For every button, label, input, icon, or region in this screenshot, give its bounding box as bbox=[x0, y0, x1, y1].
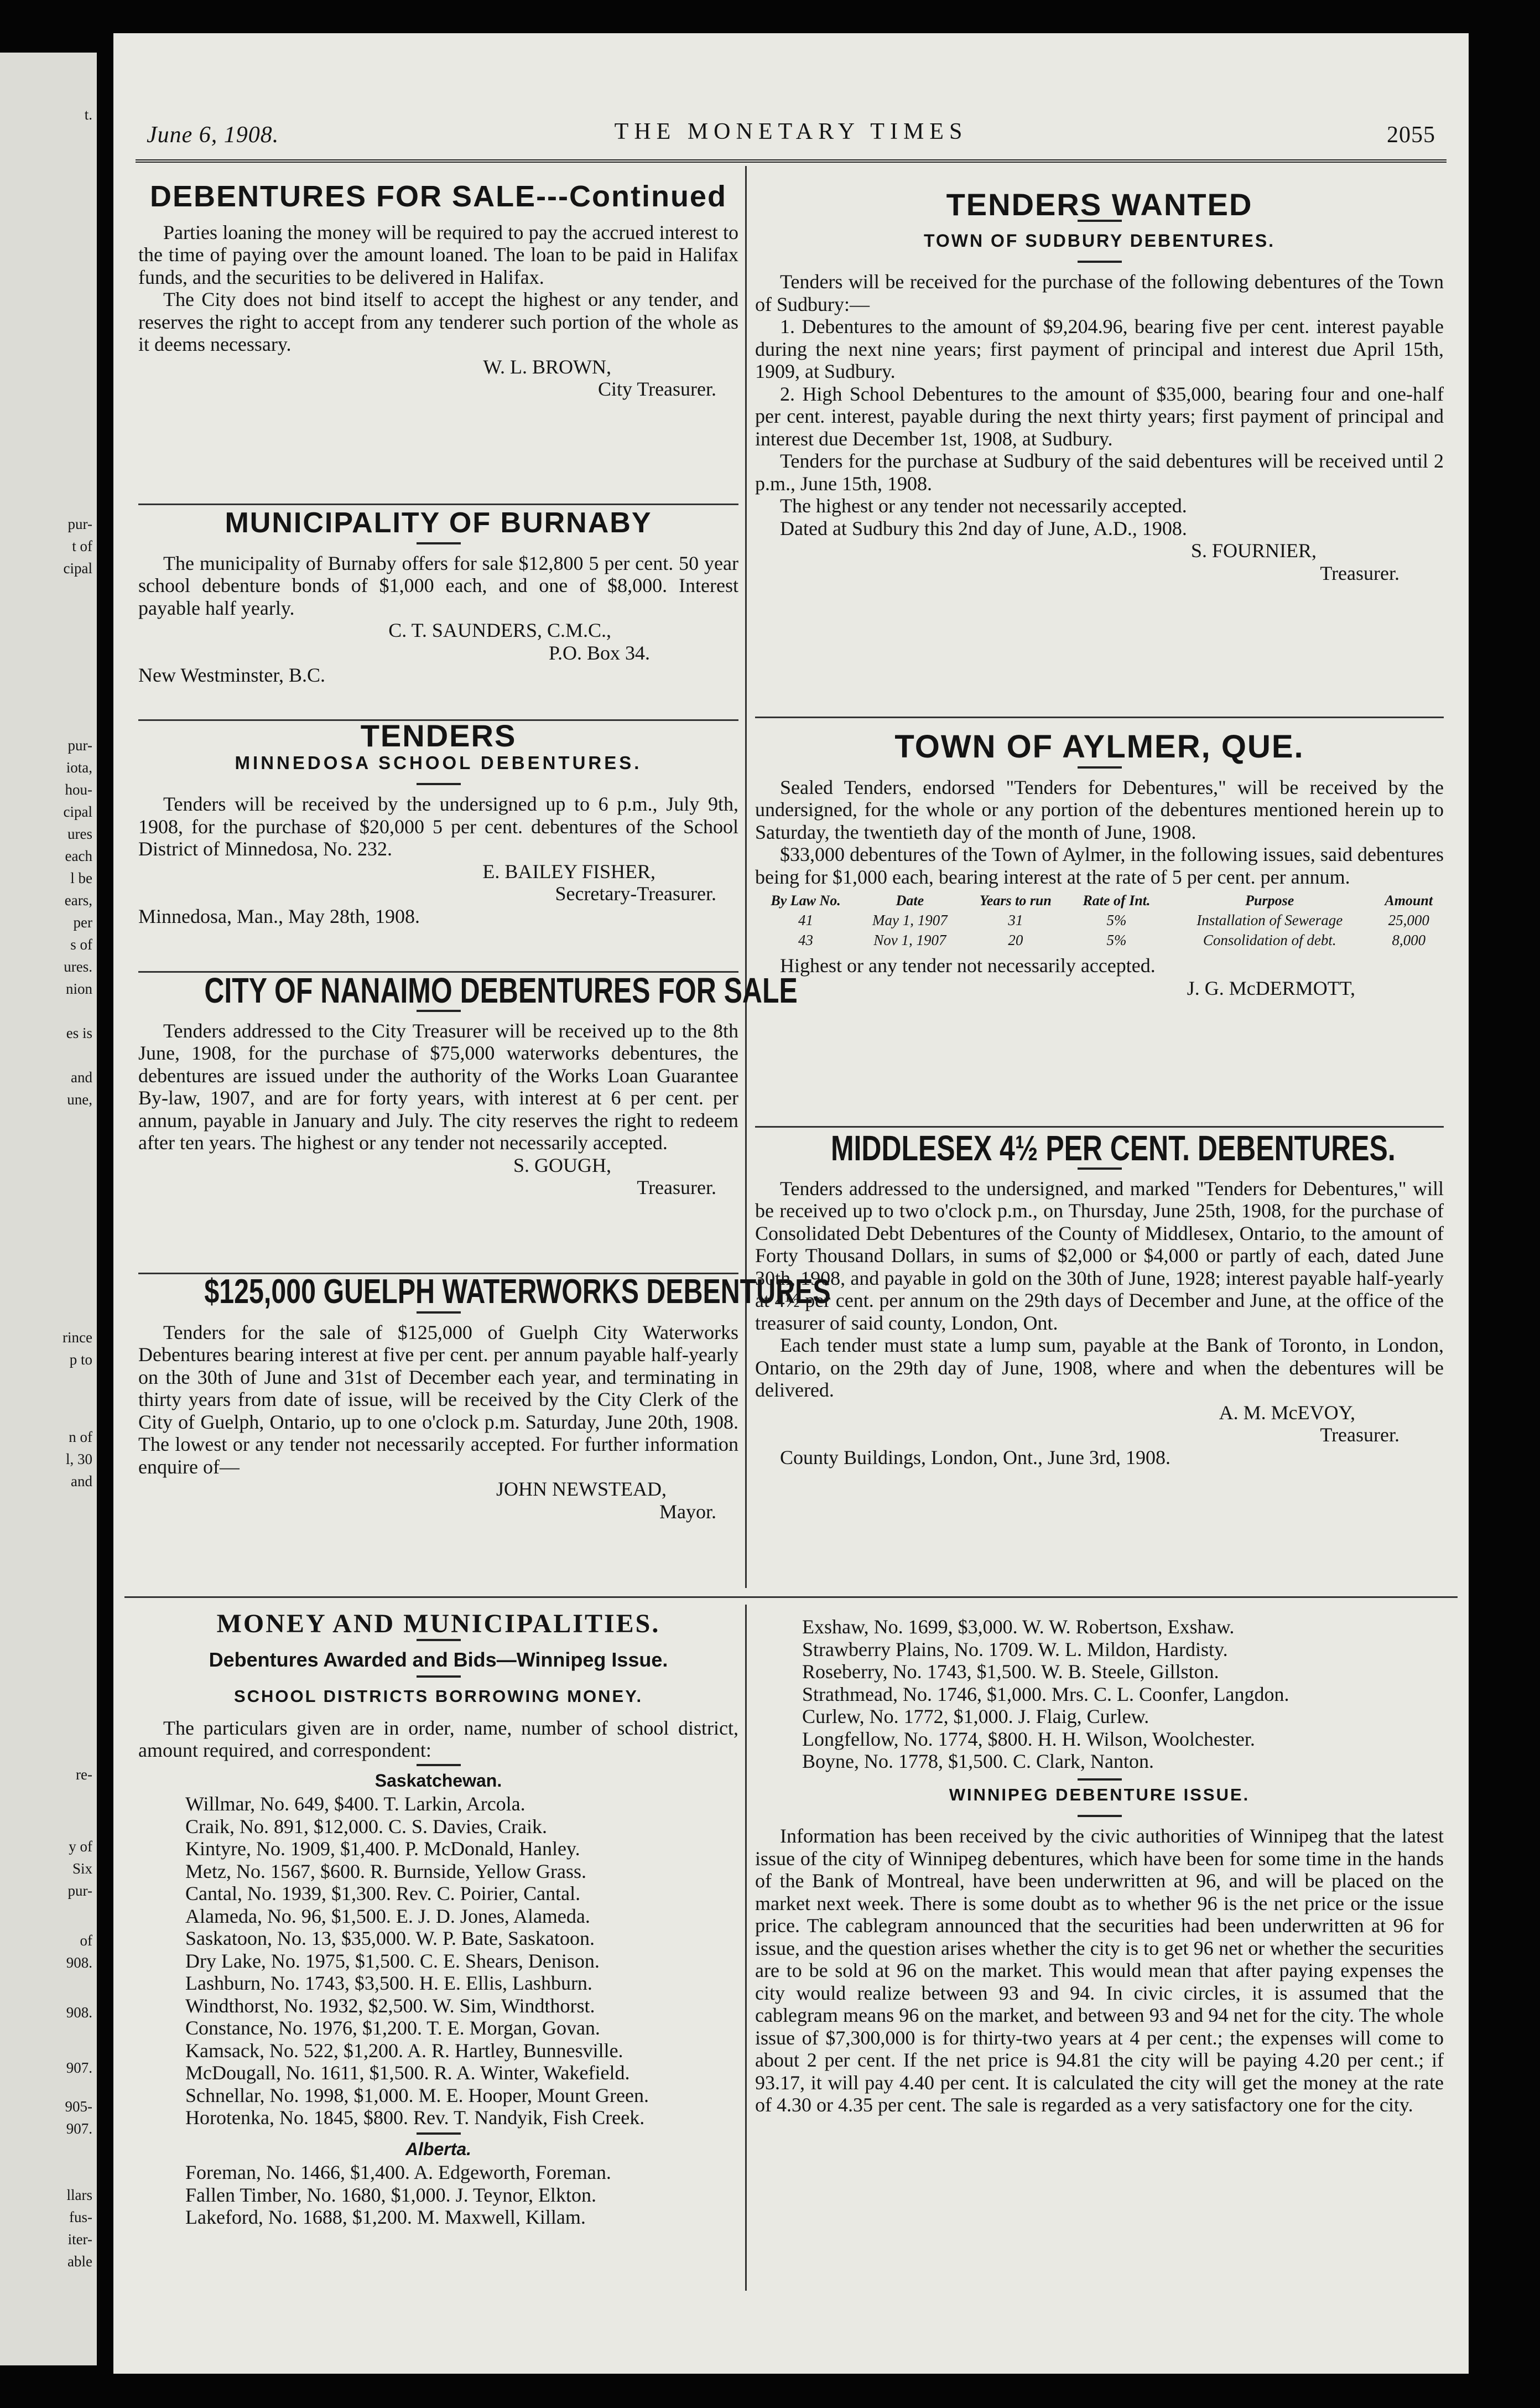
list-item: Schnellar, No. 1998, $1,000. M. E. Hooper, Mount Green. bbox=[185, 2084, 649, 2106]
ad-middlesex bbox=[755, 1128, 1444, 1468]
adjacent-page-fragment: 908. bbox=[66, 2004, 92, 2021]
ad-title: TENDERS bbox=[360, 718, 517, 753]
adjacent-page-fragment: une, bbox=[67, 1091, 92, 1108]
ad-paragraph: Tenders for the purchase at Sudbury of the said debentures will be received until 2 p.m., June 15th, 1908. bbox=[755, 450, 1444, 495]
ad-place: New Westminster, B.C. bbox=[138, 664, 325, 686]
section-title: MONEY AND MUNICIPALITIES. bbox=[216, 1609, 660, 1638]
list-item: Kamsack, No. 522, $1,200. A. R. Hartley, Bunnesville. bbox=[185, 2039, 623, 2062]
table-cell: 5% bbox=[1106, 912, 1127, 928]
adjacent-page-fragment: rince bbox=[63, 1329, 92, 1346]
adjacent-page-fragment: 908. bbox=[66, 1954, 92, 1971]
adjacent-page-fragment: llars bbox=[66, 2187, 92, 2203]
ad-separator bbox=[755, 1126, 1444, 1128]
list-item: Roseberry, No. 1743, $1,500. W. B. Steele, Gillston. bbox=[802, 1660, 1219, 1683]
adjacent-page-fragment: l be bbox=[70, 870, 92, 886]
ad-title: $125,000 GUELPH WATERWORKS DEBENTURES bbox=[204, 1273, 831, 1311]
ad-item: 1. Debentures to the amount of $9,204.96, bearing five per cent. interest payable during the next nine years; first payment of principal and interest due April 15th, 1909, at Sudbury. bbox=[755, 315, 1444, 382]
ad-aylmer bbox=[755, 729, 1444, 999]
table-cell: 41 bbox=[798, 912, 814, 928]
signatory-name: S. GOUGH, bbox=[513, 1154, 611, 1176]
signatory-title: Mayor. bbox=[659, 1500, 716, 1523]
adjacent-page-fragment: cipal bbox=[63, 803, 92, 820]
list-item: Horotenka, No. 1845, $800. Rev. T. Nandyik, Fish Creek. bbox=[185, 2106, 645, 2129]
ad-debentures-continued bbox=[138, 180, 738, 401]
adjacent-page-fragment: t of bbox=[72, 538, 92, 554]
table-header: Rate of Int. bbox=[1083, 892, 1151, 909]
signatory-name: J. G. McDERMOTT, bbox=[1187, 977, 1355, 999]
adjacent-page-fragment: p to bbox=[69, 1351, 92, 1368]
adjacent-page-fragment: pur- bbox=[67, 1882, 92, 1899]
table-cell: Nov 1, 1907 bbox=[873, 932, 946, 948]
list-item: McDougall, No. 1611, $1,500. R. A. Winter, Wakefield. bbox=[185, 2062, 630, 2084]
adjacent-page-fragment: pur- bbox=[67, 737, 92, 754]
signatory-title: Secretary-Treasurer. bbox=[555, 883, 716, 905]
table-header: Years to run bbox=[979, 892, 1052, 909]
list-item: Lashburn, No. 1743, $3,500. H. E. Ellis, Lashburn. bbox=[185, 1972, 592, 1994]
ad-paragraph: Tenders will be received by the undersigned up to 6 p.m., July 9th, 1908, for the purchase of $20,000 5 per cent. debentures of the School District of Minnedosa, No. 232. bbox=[138, 793, 738, 860]
ad-sudbury bbox=[755, 187, 1444, 584]
table-header-row bbox=[755, 891, 1444, 910]
list-item: Strawberry Plains, No. 1709. W. L. Mildon, Hardisty. bbox=[802, 1638, 1228, 1660]
adjacent-page-fragment: ures bbox=[67, 826, 92, 842]
table-row bbox=[755, 910, 1444, 930]
column-divider-lower bbox=[745, 1605, 747, 2291]
table-cell: 20 bbox=[1008, 932, 1023, 948]
list-item: Alameda, No. 96, $1,500. E. J. D. Jones, Alameda. bbox=[185, 1904, 590, 1927]
adjacent-page-fragment: es is bbox=[66, 1025, 92, 1041]
adjacent-page-fragment: s of bbox=[70, 936, 92, 953]
ad-subtitle: TOWN OF SUDBURY DEBENTURES. bbox=[923, 230, 1276, 251]
adjacent-page-fragment: pur- bbox=[67, 516, 92, 532]
adjacent-page-fragment: Six bbox=[72, 1860, 92, 1877]
table-header: Purpose bbox=[1245, 892, 1294, 909]
ad-paragraph: Tenders for the sale of $125,000 of Guelph City Waterworks Debentures bearing interest at five per cent. per annum payable half-yearly on the 30th of June and 31st of December each year, and terminating in thirty years from date of issue, will be received by the City Clerk of the City of Guelph, Ontario, up to one o'clock p.m. Saturday, June 20th, 1908. The lowest or any tender not necessarily accepted. For further information enquire of— bbox=[138, 1321, 738, 1478]
adjacent-page-fragment: re- bbox=[76, 1766, 92, 1783]
title-rule bbox=[417, 1764, 461, 1766]
signatory-name: A. M. McEVOY, bbox=[1219, 1401, 1355, 1424]
signatory-title: Treasurer. bbox=[1320, 562, 1399, 584]
adjacent-page-fragment: n of bbox=[69, 1429, 92, 1445]
table-cell: Installation of Sewerage bbox=[1196, 912, 1343, 928]
table-cell: 5% bbox=[1106, 932, 1127, 948]
adjacent-page-fragment: 905- bbox=[65, 2098, 92, 2115]
title-rule bbox=[1078, 1815, 1122, 1817]
list-item: Craik, No. 891, $12,000. C. S. Davies, Craik. bbox=[185, 1815, 547, 1838]
school-districts-list-continued bbox=[755, 1616, 1444, 1773]
ad-paragraph: Parties loaning the money will be required to pay the accrued interest to the time of paying over the amount loaned. The loan to be paid in Halifax funds, and the securities to be delivered in Halifax. bbox=[138, 221, 738, 288]
ad-burnaby bbox=[138, 507, 738, 687]
list-item: Curlew, No. 1772, $1,000. J. Flaig, Curlew. bbox=[802, 1705, 1149, 1727]
ad-paragraph: Each tender must state a lump sum, payable at the Bank of Toronto, in London, Ontario, on the 29th day of June, 1908, where and when the debentures will be delivered. bbox=[755, 1334, 1444, 1401]
list-item: Fallen Timber, No. 1680, $1,000. J. Teynor, Elkton. bbox=[185, 2183, 596, 2206]
adjacent-page-fragment: and bbox=[71, 1069, 92, 1086]
adjacent-page-fragment: hou- bbox=[65, 781, 92, 798]
section-heading: SCHOOL DISTRICTS BORROWING MONEY. bbox=[233, 1686, 643, 1706]
ad-title: MIDDLESEX 4½ PER CENT. DEBENTURES. bbox=[830, 1128, 1396, 1168]
adjacent-page-fragment: ures. bbox=[64, 958, 92, 975]
section-heading: WINNIPEG DEBENTURE ISSUE. bbox=[949, 1784, 1250, 1804]
article-paragraph: Information has been received by the civic authorities of Winnipeg that the latest issue of the city of Winnipeg debentures, which have been for some time in the hands of the Bank of Montreal, have been underwritten at 96, and will be placed on the market next week. There is some doubt as to whether 96 is the net price or the issue price. The cablegram announced that the securities had been underwritten at 96 for issue, and the question arises whether the city is to get 96 net or whether the securities are to be sold at 96 on the market. This would mean that after paying expenses the city would realize between 93 and 94. In civic circles, it is assumed that the cablegram means 96 on the market, and between 93 and 94 net for the city. The whole issue of $7,300,000 is for thirty-two years at 4 per cent.; the expenses will come to about 2 per cent. If the net price is 94.81 the city will be paying 4.20 per cent.; if 93.17, it will pay 4.40 per cent. It is calculated the city will get the money at the rate of 4.30 or 4.35 per cent. The sale is regarded as a very satisfactory one for the city. bbox=[755, 1825, 1444, 2116]
province-heading: Alberta. bbox=[405, 2139, 472, 2159]
adjacent-page-fragment: and bbox=[71, 1473, 92, 1490]
ad-paragraph: Tenders addressed to the City Treasurer will be received up to the 8th June, 1908, for the purchase of $75,000 waterworks debentures, the debentures are issued under the authority of the Works Loan Guarantee By-law, 1907, and are for forty years, with interest at 6 per cent. per annum, payable in January and July. The city reserves the right to redeem after ten years. The highest or any tender not necessarily accepted. bbox=[138, 1019, 738, 1154]
signatory-title: Treasurer. bbox=[637, 1176, 716, 1198]
adjacent-page-fragment: l, 30 bbox=[65, 1451, 92, 1467]
adjacent-page-fragment: able bbox=[67, 2253, 92, 2270]
ad-paragraph: The City does not bind itself to accept the highest or any tender, and reserves the right to accept from any tenderer such portion of the whole as it deems necessary. bbox=[138, 288, 738, 355]
list-item: Lakeford, No. 1688, $1,200. M. Maxwell, Killam. bbox=[185, 2206, 586, 2228]
ad-nanaimo bbox=[138, 971, 798, 1199]
table-header: Date bbox=[896, 892, 924, 909]
ad-place: Minnedosa, Man., May 28th, 1908. bbox=[138, 905, 420, 927]
ad-title: TENDERS WANTED bbox=[946, 187, 1253, 222]
page-header bbox=[147, 116, 1435, 155]
table-cell: 25,000 bbox=[1388, 912, 1429, 928]
signatory-name: E. BAILEY FISHER, bbox=[482, 860, 655, 883]
list-item: Dry Lake, No. 1975, $1,500. C. E. Shears, Denison. bbox=[185, 1949, 600, 1972]
column-divider bbox=[745, 166, 747, 1588]
list-item: Boyne, No. 1778, $1,500. C. Clark, Nanton. bbox=[802, 1750, 1154, 1772]
title-rule bbox=[417, 1639, 461, 1641]
list-item: Cantal, No. 1939, $1,300. Rev. C. Poirier, Cantal. bbox=[185, 1882, 581, 1904]
adjacent-page-fragment: 907. bbox=[66, 2120, 92, 2137]
ad-paragraph: Tenders addressed to the undersigned, and marked "Tenders for Debentures," will be received up to two o'clock p.m., on Thursday, June 25th, 1908, for the purchase of Consolidated Debt Debentures of the County of Middlesex, Ontario, to the amount of Forty Thousand Dollars, in sums of $2,000 or $4,000 or partly of each, dated June 30th, 1908, and payable in gold on the 30th of June, 1928; interest payable half-yearly at 4½ per cent. per annum on the 29th days of December and June, at the office of the treasurer of said county, London, Ont. bbox=[755, 1177, 1444, 1334]
table-cell: 43 bbox=[798, 932, 814, 948]
title-rule bbox=[1078, 766, 1122, 769]
ad-guelph bbox=[138, 1273, 831, 1523]
province-heading: Saskatchewan. bbox=[374, 1770, 502, 1791]
list-item: Windthorst, No. 1932, $2,500. W. Sim, Windthorst. bbox=[185, 1994, 595, 2017]
title-rule bbox=[417, 783, 461, 785]
ad-separator bbox=[138, 504, 738, 505]
ad-paragraph: Sealed Tenders, endorsed "Tenders for Debentures," will be received by the undersigned, for the whole or any portion of the debentures mentioned herein up to Saturday, the twentieth day of the month of June, 1908. bbox=[755, 776, 1444, 843]
adjacent-page-fragment: of bbox=[80, 1932, 92, 1949]
table-cell: 8,000 bbox=[1392, 932, 1426, 948]
signatory-title: City Treasurer. bbox=[597, 378, 716, 400]
list-item: Constance, No. 1976, $1,200. T. E. Morgan, Govan. bbox=[185, 2017, 600, 2039]
adjacent-page-fragment: per bbox=[73, 914, 92, 931]
list-item: Saskatoon, No. 13, $35,000. W. P. Bate, Saskatoon. bbox=[185, 1927, 595, 1949]
ad-paragraph: The highest or any tender not necessarily accepted. bbox=[780, 495, 1187, 517]
ad-title: MUNICIPALITY OF BURNABY bbox=[225, 507, 652, 539]
ad-paragraph: The municipality of Burnaby offers for sale $12,800 5 per cent. 50 year school debenture bonds of $1,000 each, and one of $8,000. Interest payable half yearly. bbox=[138, 552, 738, 619]
signatory-name: W. L. BROWN, bbox=[483, 355, 611, 378]
alberta-list bbox=[138, 2161, 738, 2229]
signatory-title: Treasurer. bbox=[1320, 1424, 1399, 1446]
header-rule bbox=[136, 159, 1447, 163]
list-item: Exshaw, No. 1699, $3,000. W. W. Robertson, Exshaw. bbox=[802, 1616, 1235, 1638]
table-row bbox=[755, 930, 1444, 950]
ad-item: 2. High School Debentures to the amount of $35,000, bearing four and one-half per cent. interest, payable during the next thirty years; first payment of principal and interest due December 1st, 1908, at Sudbury. bbox=[755, 382, 1444, 450]
adjacent-page-fragment: iter- bbox=[67, 2231, 92, 2248]
adjacent-page-fragment: 907. bbox=[66, 2059, 92, 2076]
title-rule bbox=[417, 542, 461, 544]
money-section bbox=[138, 1609, 738, 2229]
title-rule bbox=[417, 2132, 461, 2135]
table-header: Amount bbox=[1385, 892, 1433, 909]
school-districts-continued bbox=[755, 1616, 1444, 2116]
adjacent-page-fragment: each bbox=[65, 848, 92, 864]
adjacent-page-fragment: cipal bbox=[63, 560, 92, 577]
adjacent-page-fragment: iota, bbox=[66, 759, 92, 776]
table-header: By Law No. bbox=[771, 892, 841, 909]
adjacent-page-fragment: t. bbox=[84, 106, 92, 123]
signatory-name: C. T. SAUNDERS, C.M.C., bbox=[388, 619, 611, 641]
ad-title: DEBENTURES FOR SALE---Continued bbox=[150, 180, 727, 213]
adjacent-page-fragment: y of bbox=[69, 1838, 92, 1855]
ad-minnedosa bbox=[138, 718, 738, 927]
page-number: 2055 bbox=[1387, 122, 1435, 148]
ad-title: TOWN OF AYLMER, QUE. bbox=[894, 729, 1304, 765]
list-item: Metz, No. 1567, $600. R. Burnside, Yellow Grass. bbox=[185, 1860, 586, 1882]
adjacent-page-fragment: ears, bbox=[64, 892, 92, 909]
ad-paragraph: Tenders will be received for the purchase of the following debentures of the Town of Sudbury:— bbox=[755, 271, 1444, 315]
adjacent-page-fragment: fus- bbox=[69, 2209, 92, 2225]
bylaw-table bbox=[755, 891, 1444, 950]
saskatchewan-list bbox=[138, 1793, 738, 2129]
newspaper-page bbox=[113, 33, 1469, 2374]
list-item: Foreman, No. 1466, $1,400. A. Edgeworth, Foreman. bbox=[185, 2161, 611, 2183]
section-subtitle: Debentures Awarded and Bids—Winnipeg Issue. bbox=[209, 1648, 668, 1671]
signatory-name: S. FOURNIER, bbox=[1190, 539, 1317, 562]
list-item: Longfellow, No. 1774, $800. H. H. Wilson, Woolchester. bbox=[802, 1727, 1255, 1750]
list-item: Strathmead, No. 1746, $1,000. Mrs. C. L. Coonfer, Langdon. bbox=[802, 1683, 1289, 1705]
section-separator bbox=[124, 1596, 1458, 1598]
ad-paragraph: Dated at Sudbury this 2nd day of June, A.D., 1908. bbox=[780, 517, 1187, 539]
table-cell: May 1, 1907 bbox=[872, 912, 948, 928]
title-rule bbox=[1078, 261, 1122, 263]
adjacent-page-fragment: nion bbox=[65, 980, 92, 997]
signatory-address: P.O. Box 34. bbox=[548, 641, 650, 664]
table-cell: 31 bbox=[1008, 912, 1023, 928]
title-rule bbox=[417, 1675, 461, 1678]
title-rule bbox=[1078, 1778, 1122, 1781]
title-rule bbox=[417, 1311, 461, 1314]
ad-title: CITY OF NANAIMO DEBENTURES FOR SALE bbox=[204, 971, 798, 1010]
publication-title: THE MONETARY TIMES bbox=[614, 119, 968, 144]
signatory-name: JOHN NEWSTEAD, bbox=[496, 1478, 667, 1500]
ad-paragraph: Highest or any tender not necessarily accepted. bbox=[780, 954, 1156, 977]
issue-date: June 6, 1908. bbox=[147, 122, 279, 148]
list-item: Willmar, No. 649, $400. T. Larkin, Arcola. bbox=[185, 1793, 526, 1815]
ad-place: County Buildings, London, Ont., June 3rd, 1908. bbox=[780, 1446, 1171, 1468]
ad-subtitle: MINNEDOSA SCHOOL DEBENTURES. bbox=[235, 752, 642, 773]
adjacent-page-strip bbox=[0, 53, 97, 2365]
list-item: Kintyre, No. 1909, $1,400. P. McDonald, Hanley. bbox=[185, 1838, 580, 1860]
table-cell: Consolidation of debt. bbox=[1203, 932, 1336, 948]
section-intro: The particulars given are in order, name, number of school district, amount required, and correspondent: bbox=[138, 1716, 738, 1761]
ad-paragraph: $33,000 debentures of the Town of Aylmer, in the following issues, said debentures being for $1,000 each, bearing interest at the rate of 5 per cent. per annum. bbox=[755, 843, 1444, 888]
ad-separator bbox=[755, 717, 1444, 718]
